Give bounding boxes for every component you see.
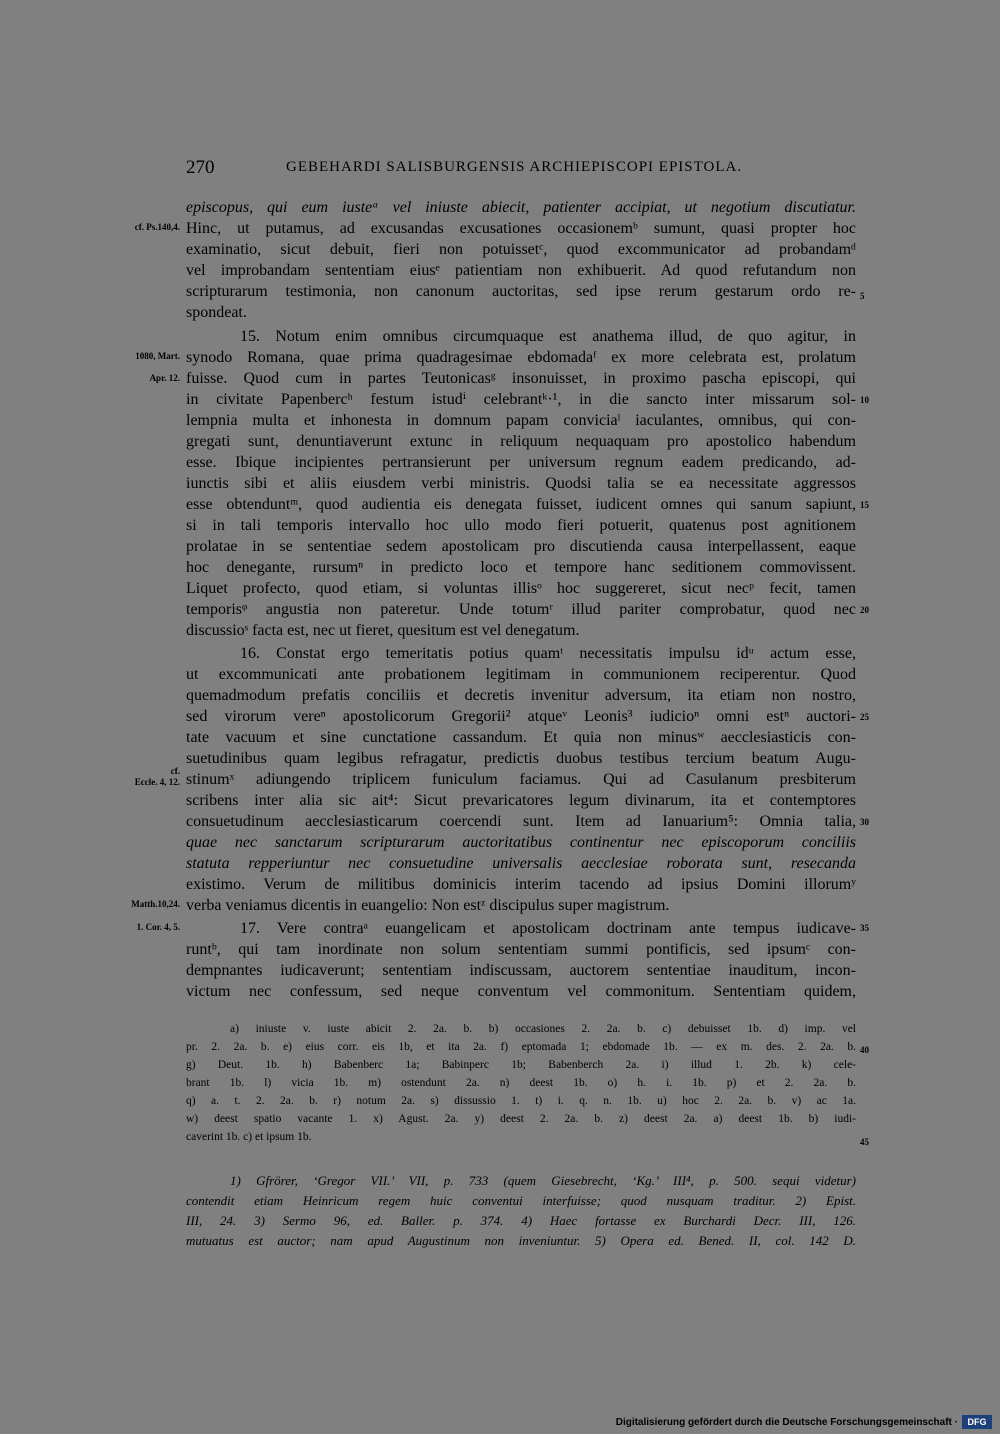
- body-line: examinatio, sicut debuit, fieri non potuissetᶜ, quod excommunicator ad probandamᵈ: [186, 241, 856, 258]
- body-line: existimo. Verum de militibus dominicis interim tacendo ad ipsius Domini illorumʸ: [186, 876, 856, 893]
- body-line: iunctis sibi et aliis eiusdem verbi ministris. Quodsi talia se ea necessitate aggressos: [186, 475, 856, 492]
- margin-note: 1. Cor. 4, 5.: [136, 922, 180, 932]
- credit-bar: [0, 1410, 1000, 1434]
- body-line: 16. Constat ergo temeritatis potius quamᵗ necessitatis impulsu idᵘ actum esse,: [240, 645, 856, 662]
- body-line: 15. Notum enim omnibus circumquaque est anathema illud, de quo agitur, in: [240, 328, 856, 345]
- body-line: tate vacuum et sine cunctatione cassandum. Et quia non minusʷ aecclesiasticis con-: [186, 729, 856, 746]
- body-line: prolatae in se sententiae sedem apostolicam pro discutienda causa interpellassent, eaque: [186, 538, 856, 555]
- body-line: si in tali temporis intervallo hoc ullo modo fieri potuerit, quatenus post agnitionem: [186, 517, 856, 534]
- footnote-line: III, 24. 3) Sermo 96, ed. Baller. p. 374. 4) Haec fortasse ex Burchardi Decr. III, 126.: [186, 1213, 856, 1228]
- body-line: synodo Romana, quae prima quadragesimae ebdomadaᶠ ex more celebrata est, prolatum: [186, 349, 856, 366]
- body-line: hoc denegante, rursumⁿ in predicto loco et tempore hanc seditionem commovissent.: [186, 559, 856, 576]
- body-line: fuisse. Quod cum in partes Teutonicasᵍ insonuisset, in proximo pascha episcopi, qui: [186, 370, 856, 387]
- margin-note: Matth.10,24.: [131, 899, 180, 909]
- apparatus-line: brant 1b. l) vicia 1b. m) ostendunt 2a. n) deest 1b. o) h. i. 1b. p) et 2. 2a. b.: [186, 1077, 856, 1089]
- body-line: Hinc, ut putamus, ad excusandas excusationes occasionemᵇ sumunt, quasi propter hoc: [186, 220, 856, 237]
- body-line: ut excommunicati ante probationem legitimam in communionem reciperentur. Quod: [186, 666, 856, 683]
- apparatus-line: g) Deut. 1b. h) Babenberc 1a; Babinperc 1b; Babenberch 2a. i) illud 1. 2b. k) cele-: [186, 1059, 856, 1071]
- apparatus-line: pr. 2. 2a. b. e) eius corr. eis 1b, et ita 2a. f) eptomada 1; ebdomade 1b. — ex m. des. 2. 2a. b.: [186, 1041, 856, 1053]
- body-line: quae nec sanctarum scripturarum auctoritatibus continentur nec episcoporum conciliis: [186, 834, 856, 851]
- apparatus-line: a) iniuste v. iuste abicit 2. 2a. b. b) occasiones 2. 2a. b. c) debuisset 1b. d) imp. vel: [230, 1023, 856, 1035]
- body-line: scripturarum testimonia, non canonum auctoritas, sed ipse rerum gestarum ordo re-: [186, 283, 856, 300]
- body-line: vel improbandam sententiam eiusᵉ patientiam non exhibuerit. Ad quod refutandum non: [186, 262, 856, 279]
- margin-note: 1080, Mart.: [135, 351, 180, 361]
- margin-note: cf.: [170, 766, 180, 776]
- line-number: 40: [860, 1045, 869, 1055]
- body-line: sed virorum vereⁿ apostolicorum Gregorii² atqueᵛ Leonis³ iudicioⁿ omni estⁿ auctori-: [186, 708, 856, 725]
- body-line: dempnantes iudicaverunt; sententiam indiscussam, auctorem sententiae inauditum, incon-: [186, 962, 856, 979]
- body-line: 17. Vere contraᵃ euangelicam et apostolicam doctrinam ante tempus iudicave-: [240, 920, 856, 937]
- body-line: lempnia multa et inhonesta in domnum papam conviciaˡ iaculantes, omnibus, qui con-: [186, 412, 856, 429]
- body-line: scribens inter alia sic ait⁴: Sicut prevaricatores legum divinarum, ita et contemptores: [186, 792, 856, 809]
- body-line: discussioˢ facta est, nec ut fieret, quesitum est vel denegatum.: [186, 622, 580, 639]
- body-line: episcopus, qui eum iusteᵃ vel iniuste abiecit, patienter accipiat, ut negotium discutiatur.: [186, 199, 856, 216]
- line-number: 35: [860, 923, 869, 933]
- body-line: consuetudinum aecclesiasticarum coercendi sunt. Item ad Ianuarium⁵: Omnia talia,: [186, 813, 856, 830]
- margin-note: Eccle. 4, 12.: [134, 777, 180, 787]
- apparatus-line: q) a. t. 2. 2a. b. r) notum 2a. s) dissussio 1. t) i. q. n. 1b. u) hoc 2. 2a. b. v) ac 1a.: [186, 1095, 856, 1107]
- apparatus-line: w) deest spatio vacante 1. x) Agust. 2a. y) deest 2. 2a. b. z) deest 2a. a) deest 1b. b) iudi-: [186, 1113, 856, 1125]
- line-number: 45: [860, 1137, 869, 1147]
- footnote-line: 1) Gfrörer, ‘Gregor VII.’ VII, p. 733 (quem Giesebrecht, ‘Kg.’ III⁴, p. 500. sequi videtur): [230, 1173, 856, 1188]
- line-number: 30: [860, 817, 869, 827]
- body-line: Liquet profecto, quod etiam, si voluntas illisᵒ hoc suggereret, sicut necᵖ fecit, tamen: [186, 580, 856, 597]
- body-line: temporisᵠ angustia non pateretur. Unde totumʳ illud pariter comprobatur, quod nec: [186, 601, 856, 618]
- line-number: 15: [860, 500, 869, 510]
- body-line: stinumˣ adiungendo triplicem funiculum faciamus. Qui ad Casulanum presbiterum: [186, 771, 856, 788]
- body-line: gregati sunt, denuntiaverunt extunc in reliquum nequaquam pro apostolico habendum: [186, 433, 856, 450]
- running-title: GEBEHARDI SALISBURGENSIS ARCHIEPISCOPI EPISTOLA.: [286, 159, 743, 175]
- body-line: esse. Ibique incipientes pertransierunt per universum regnum eadem predicando, ad-: [186, 454, 856, 471]
- body-line: spondeat.: [186, 304, 247, 321]
- body-line: in civitate Papenbercʰ festum istudⁱ celebrantᵏ·¹, in die sancto inter missarum sol-: [186, 391, 856, 408]
- page-header: [186, 157, 856, 185]
- apparatus-line: caverint 1b. c) et ipsum 1b.: [186, 1131, 312, 1143]
- body-line: runtᵇ, qui tam inordinate non solum sententiam summi pontificis, sed ipsumᶜ con-: [186, 941, 856, 958]
- body-line: quemadmodum prefatis conciliis et decretis invenitur adversum, ita etiam non nostro,: [186, 687, 856, 704]
- margin-note: cf. Ps.140,4.: [134, 222, 180, 232]
- page-number: 270: [186, 157, 215, 178]
- line-number: 20: [860, 605, 869, 615]
- margin-note: Apr. 12.: [149, 373, 180, 383]
- body-line: statuta repperiuntur nec consuetudine universalis aecclesiae roborata sunt, resecanda: [186, 855, 856, 872]
- body-line: suetudinibus quam legibus refragatur, predictis duobus testibus tercium beatum Augu-: [186, 750, 856, 767]
- line-number: 5: [860, 291, 865, 301]
- line-number: 10: [860, 395, 869, 405]
- line-number: 25: [860, 712, 869, 722]
- body-line: victum nec confessum, sed neque conventum vel commonitum. Sententiam quidem,: [186, 983, 856, 1000]
- body-line: verba veniamus dicentis in euangelio: Non estᶻ discipulus super magistrum.: [186, 897, 670, 914]
- dfg-logo: DFG: [962, 1415, 992, 1429]
- footnote-line: contendit etiam Heinricum regem huic conventui interfuisse; quod nusquam traditur. 2) Epist.: [186, 1193, 856, 1208]
- footnote-line: mutuatus est auctor; nam apud Augustinum non inveniuntur. 5) Opera ed. Bened. II, col. 142 D.: [186, 1233, 856, 1248]
- digitization-credit: Digitalisierung gefördert durch die Deutsche Forschungsgemeinschaft ·: [615, 1417, 958, 1428]
- body-line: esse obtenduntᵐ, quod audientia eis denegata fuisset, iudicent omnes qui sanum sapiunt,: [186, 496, 856, 513]
